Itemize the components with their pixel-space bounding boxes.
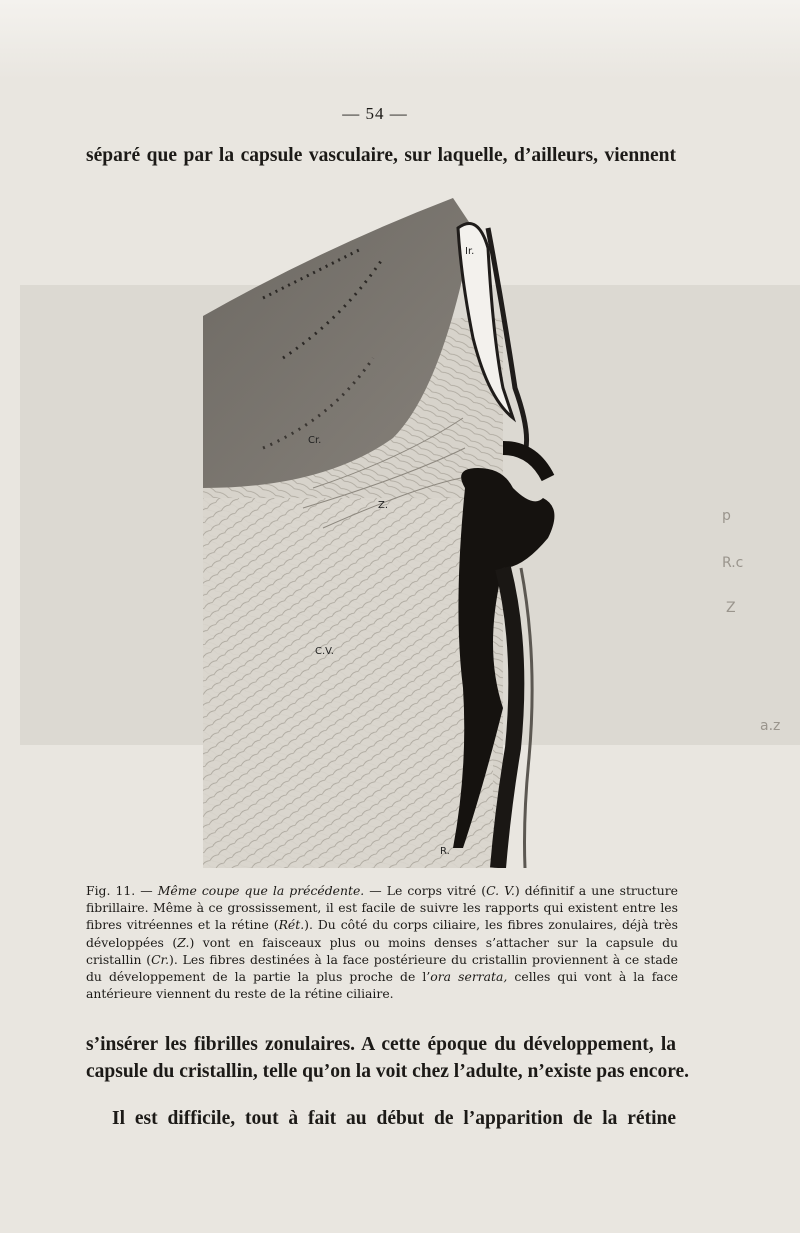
caption-cv: C. V. [486,883,515,898]
caption-text-1: — Le corps vitré ( [364,883,487,898]
caption-ret: Rét. [278,917,305,933]
caption-text-2: ) définitif a une structure fibrillaire. Même à ce grossissement, il est facile de suivre les rapports qui existent entre les fibres vitréennes et la rétine ( [86,883,678,933]
caption-fig-number: Fig. 11. — [86,883,153,898]
caption-fig-title: Même coupe que la précédente. [157,883,365,898]
margin-mark-az: a.z [760,718,781,734]
caption-cr: Cr. [151,951,170,967]
label-corps-vitre: C.V. [315,646,334,657]
figure-caption [86,882,678,1002]
page-number: — 54 — [342,104,408,123]
caption-text-6: celles qui vont à la face antérieure viennent du reste de la rétine ciliaire. [86,969,678,1002]
figure-illustration [203,188,563,868]
page-top-shading [0,0,800,80]
label-iris: Ir. [465,246,475,257]
label-retine: R. [440,846,450,857]
caption-text-5: ). Les fibres destinées à la face postérieure du cristallin proviennent à ce stade du développement de la partie la plus proche de l’ [86,951,678,985]
body-text-line-2: capsule du cristallin, telle qu’on la voit chez l’adulte, n’existe pas encore. [86,1061,690,1082]
histology-figure [203,188,563,868]
body-text-line-3: Il est difficile, tout à fait au début de l’apparition de la rétine [112,1108,676,1129]
label-cristallin: Cr. [308,435,322,446]
margin-mark-z: Z [726,600,736,616]
caption-z: Z. [177,934,190,950]
label-zonule: Z. [378,500,389,511]
margin-mark-p: p [722,508,731,524]
caption-text-3: ). Du côté du corps ciliaire, les fibres zonulaires, déjà très développées ( [86,917,678,950]
caption-ora: ora serrata, [430,969,508,985]
body-text-line-1: s’insérer les fibrilles zonulaires. A cette époque du développement, la [86,1034,676,1055]
body-text-line-top: séparé que par la capsule vasculaire, sur laquelle, d’ailleurs, viennent [86,145,676,166]
caption-text-4: ) vont en faisceaux plus ou moins denses s’attacher sur la capsule du cristallin ( [86,934,678,967]
margin-mark-rc: R.c [722,555,744,571]
